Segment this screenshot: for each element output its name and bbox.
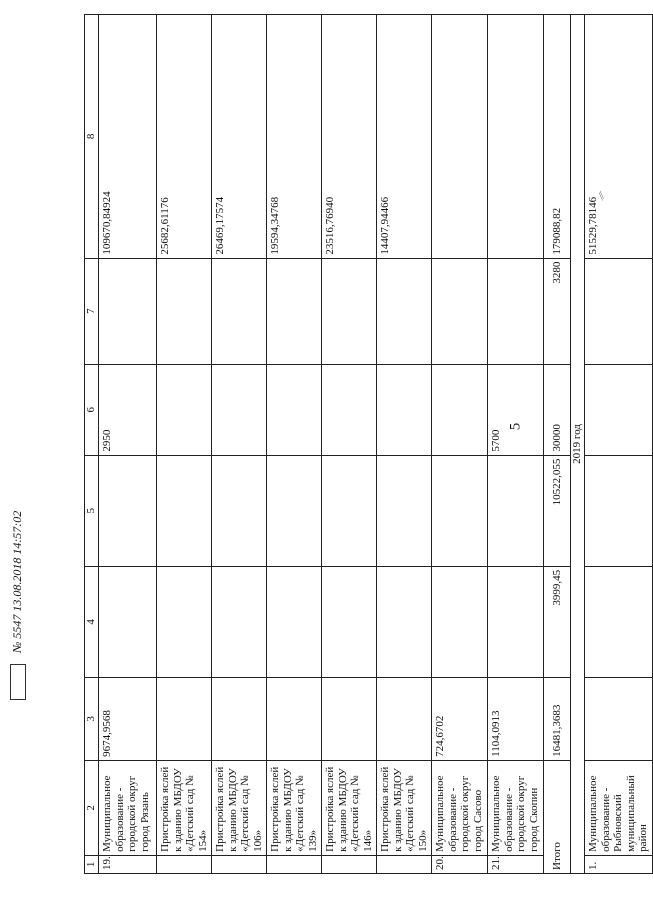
table-cell-c3 bbox=[377, 677, 432, 760]
page-number: 5 bbox=[507, 422, 524, 431]
section-row bbox=[571, 15, 585, 874]
table-cell-c3 bbox=[322, 677, 377, 760]
table-cell-c5 bbox=[585, 455, 653, 566]
table-cell-c5 bbox=[157, 455, 212, 566]
table-cell-c6: 5700 bbox=[488, 364, 544, 455]
table-cell-c6 bbox=[585, 364, 653, 455]
table-cell-c7 bbox=[212, 258, 267, 364]
table-cell-c4 bbox=[267, 566, 322, 677]
table-cell-c6 bbox=[157, 364, 212, 455]
table-cell-c7 bbox=[377, 258, 432, 364]
table-cell-c1: 1. bbox=[585, 855, 653, 873]
table-cell-c4 bbox=[585, 566, 653, 677]
table-cell-c2: Муниципальное образование - городской округ город Рязань bbox=[99, 760, 157, 855]
table-cell-c2: Пристройка яслей к зданию МБДОУ «Детский сад № 139» bbox=[267, 760, 322, 855]
table-cell-c2: Пристройка яслей к зданию МБДОУ «Детский сад № 154» bbox=[157, 760, 212, 855]
table-cell-c3 bbox=[585, 677, 653, 760]
table-row bbox=[432, 15, 488, 874]
table-cell-c1: 20. bbox=[432, 855, 488, 873]
total-cell-c7: 3280 bbox=[544, 258, 571, 364]
table-cell-c6: 2950 bbox=[99, 364, 157, 455]
table-row bbox=[488, 15, 544, 874]
table-cell-c5 bbox=[267, 455, 322, 566]
total-cell-c5: 10522,055 bbox=[544, 455, 571, 566]
table-cell-c5 bbox=[377, 455, 432, 566]
table-row bbox=[322, 15, 377, 874]
table-row bbox=[157, 15, 212, 874]
total-cell-c6: 30000 bbox=[544, 364, 571, 455]
total-cell-c8: 179088,82 bbox=[544, 15, 571, 259]
table-cell-c7 bbox=[322, 258, 377, 364]
table-cell-c3: 724,6702 bbox=[432, 677, 488, 760]
table-cell-c6 bbox=[212, 364, 267, 455]
table-cell-c8: 14407,94466 bbox=[377, 15, 432, 259]
table-cell-c7 bbox=[585, 258, 653, 364]
table-cell-c7 bbox=[432, 258, 488, 364]
table-cell-c4 bbox=[432, 566, 488, 677]
table-cell-c8 bbox=[432, 15, 488, 259]
table-cell-c7 bbox=[488, 258, 544, 364]
column-header: 3 bbox=[85, 677, 99, 760]
stamp-text: № 5547 13.08.2018 14:57:02 bbox=[10, 510, 24, 653]
column-header: 6 bbox=[85, 364, 99, 455]
table-cell-c2: Муниципальное образование - городской округ город Скопин bbox=[488, 760, 544, 855]
table-row bbox=[212, 15, 267, 874]
table-cell-c2: Пристройка яслей к зданию МБДОУ «Детский сад № 150» bbox=[377, 760, 432, 855]
table-cell-c2: Пристройка яслей к зданию МБДОУ «Детский сад № 146» bbox=[322, 760, 377, 855]
table-cell-c2: Муниципальное образование - городской округ город Сасово bbox=[432, 760, 488, 855]
section-year-label: 2019 год bbox=[571, 15, 585, 874]
header-row bbox=[85, 15, 99, 874]
data-table-container bbox=[84, 14, 649, 874]
table-cell-c5 bbox=[99, 455, 157, 566]
table-cell-c4 bbox=[488, 566, 544, 677]
table-cell-c1: 21. bbox=[488, 855, 544, 873]
table-cell-c5 bbox=[488, 455, 544, 566]
table-cell-c3: 1104,0913 bbox=[488, 677, 544, 760]
table-cell-c5 bbox=[432, 455, 488, 566]
table-cell-c2: Муниципальное образование - Рыбновский муниципальный район bbox=[585, 760, 653, 855]
table-cell-c7 bbox=[267, 258, 322, 364]
column-header: 1 bbox=[85, 855, 99, 873]
table-cell-c5 bbox=[212, 455, 267, 566]
table-cell-c8: 23516,76940 bbox=[322, 15, 377, 259]
column-header: 8 bbox=[85, 15, 99, 259]
total-row bbox=[544, 15, 571, 874]
table-cell-c4 bbox=[157, 566, 212, 677]
table-cell-c2: Пристройка яслей к зданию МБДОУ «Детский сад № 106» bbox=[212, 760, 267, 855]
table-cell-c1 bbox=[322, 855, 377, 873]
table-cell-c1 bbox=[267, 855, 322, 873]
table-cell-c5 bbox=[322, 455, 377, 566]
registration-stamp bbox=[10, 300, 36, 700]
stamp-logo-icon bbox=[10, 664, 26, 700]
column-header: 7 bbox=[85, 258, 99, 364]
table-cell-c7 bbox=[99, 258, 157, 364]
column-header: 5 bbox=[85, 455, 99, 566]
table-cell-c4 bbox=[322, 566, 377, 677]
table-cell-c3 bbox=[212, 677, 267, 760]
table-cell-c6 bbox=[322, 364, 377, 455]
table-cell-c1 bbox=[157, 855, 212, 873]
table-cell-c1 bbox=[212, 855, 267, 873]
table-cell-c8: 25682,61176 bbox=[157, 15, 212, 259]
table-cell-c3 bbox=[267, 677, 322, 760]
table-cell-c3 bbox=[157, 677, 212, 760]
table-row bbox=[267, 15, 322, 874]
table-cell-c4 bbox=[212, 566, 267, 677]
table-cell-c8: 51529,78146 bbox=[585, 15, 653, 259]
table-cell-c6 bbox=[432, 364, 488, 455]
table-cell-c1: 19. bbox=[99, 855, 157, 873]
table-row bbox=[99, 15, 157, 874]
total-label: Итого bbox=[544, 760, 571, 873]
table-cell-c4 bbox=[377, 566, 432, 677]
column-header: 4 bbox=[85, 566, 99, 677]
data-table bbox=[84, 14, 653, 874]
table-cell-c8: 19594,34768 bbox=[267, 15, 322, 259]
table-cell-c6 bbox=[267, 364, 322, 455]
table-cell-c8: 26469,17574 bbox=[212, 15, 267, 259]
table-cell-c1 bbox=[377, 855, 432, 873]
table-cell-c4 bbox=[99, 566, 157, 677]
table-cell-c8 bbox=[488, 15, 544, 259]
table-row bbox=[585, 15, 653, 874]
pen-mark: ⁄⁄ bbox=[595, 191, 608, 201]
table-cell-c3: 9674,9568 bbox=[99, 677, 157, 760]
table-cell-c8: 109670,84924 bbox=[99, 15, 157, 259]
table-cell-c6 bbox=[377, 364, 432, 455]
total-cell-c4: 3999,45 bbox=[544, 566, 571, 677]
column-header: 2 bbox=[85, 760, 99, 855]
table-body bbox=[85, 15, 653, 874]
table-cell-c7 bbox=[157, 258, 212, 364]
table-row bbox=[377, 15, 432, 874]
total-cell-c3: 16481,3683 bbox=[544, 677, 571, 760]
